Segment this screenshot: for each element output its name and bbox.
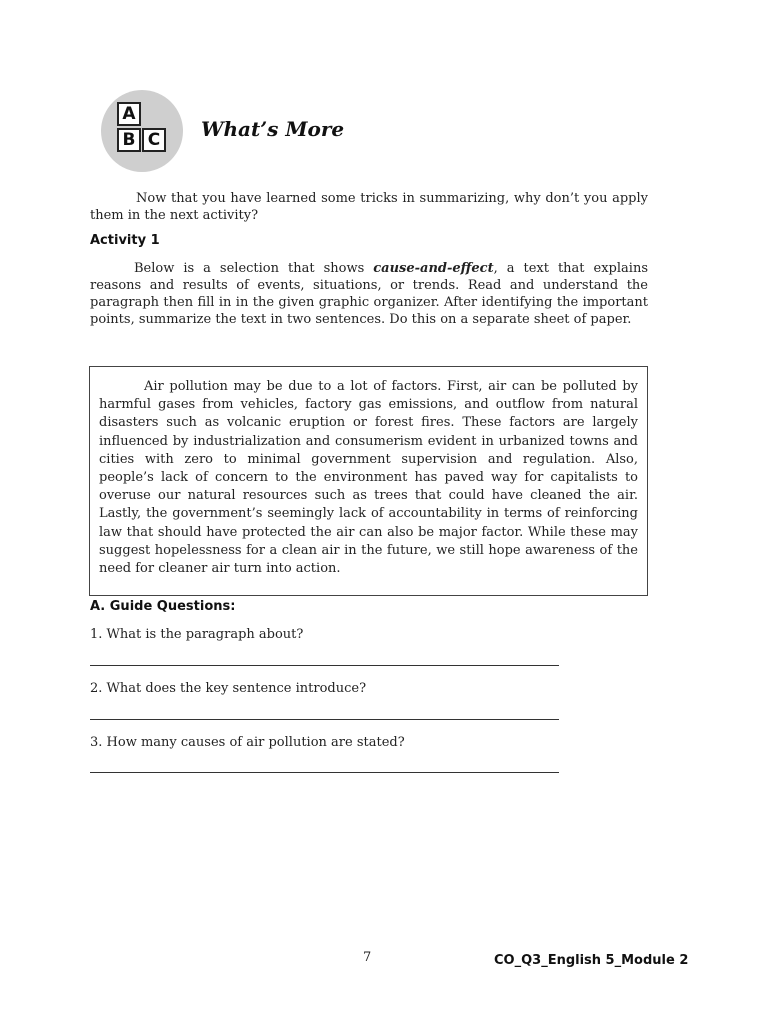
question-1: 1. What is the paragraph about? <box>90 627 304 642</box>
intro-text: Now that you have learned some tricks in summarizing, why don’t you apply them in the next activity? <box>90 191 648 223</box>
answer-line-1 <box>90 665 559 666</box>
cause-effect-term: cause-and-effect <box>373 261 494 276</box>
answer-line-3 <box>90 772 559 773</box>
question-3: 3. How many causes of air pollution are stated? <box>90 735 405 750</box>
block-a: A <box>117 102 141 126</box>
question-2: 2. What does the key sentence introduce? <box>90 681 367 696</box>
activity-title: Activity 1 <box>90 233 160 248</box>
activity-instructions <box>90 260 648 328</box>
section-title: What’s More <box>201 117 345 141</box>
instructions-lead: Below is a selection that shows <box>134 261 374 276</box>
guide-questions-title: A. Guide Questions: <box>90 599 236 614</box>
page-number: 7 <box>363 950 372 965</box>
block-b: B <box>117 128 141 152</box>
intro-paragraph <box>90 190 648 224</box>
module-code: CO_Q3_English 5_Module 2 <box>494 953 689 968</box>
block-c: C <box>142 128 166 152</box>
abc-blocks-icon <box>101 90 183 172</box>
passage-box <box>89 366 648 596</box>
instructions-rest: , a text that explains reasons and results of events, situations, or trends. Read and understand the paragraph then fill in in the given graphic organizer. After identifying the important points, summarize the text in two sentences. Do this on a separate sheet of paper. <box>90 261 648 327</box>
passage-paragraph <box>99 378 638 578</box>
passage-text: Air pollution may be due to a lot of factors. First, air can be polluted by harmful gases from vehicles, factory gas emissions, and outflow from natural disasters such as volcanic eruption or forest fires. These factors are largely influenced by industrialization and consumerism evident in urbanized towns and cities with zero to minimal government supervision and regulation. Also, people’s lack of concern to the environment has paved way for capitalists to overuse our natural resources such as trees that could have cleaned the air. Lastly, the government’s seemingly lack of accountability in terms of reinforcing law that should have protected the air can also be major factor. While these may suggest hopelessness for a clean air in the future, we still hope awareness of the need for cleaner air turn into action. <box>99 379 638 577</box>
answer-line-2 <box>90 719 559 720</box>
